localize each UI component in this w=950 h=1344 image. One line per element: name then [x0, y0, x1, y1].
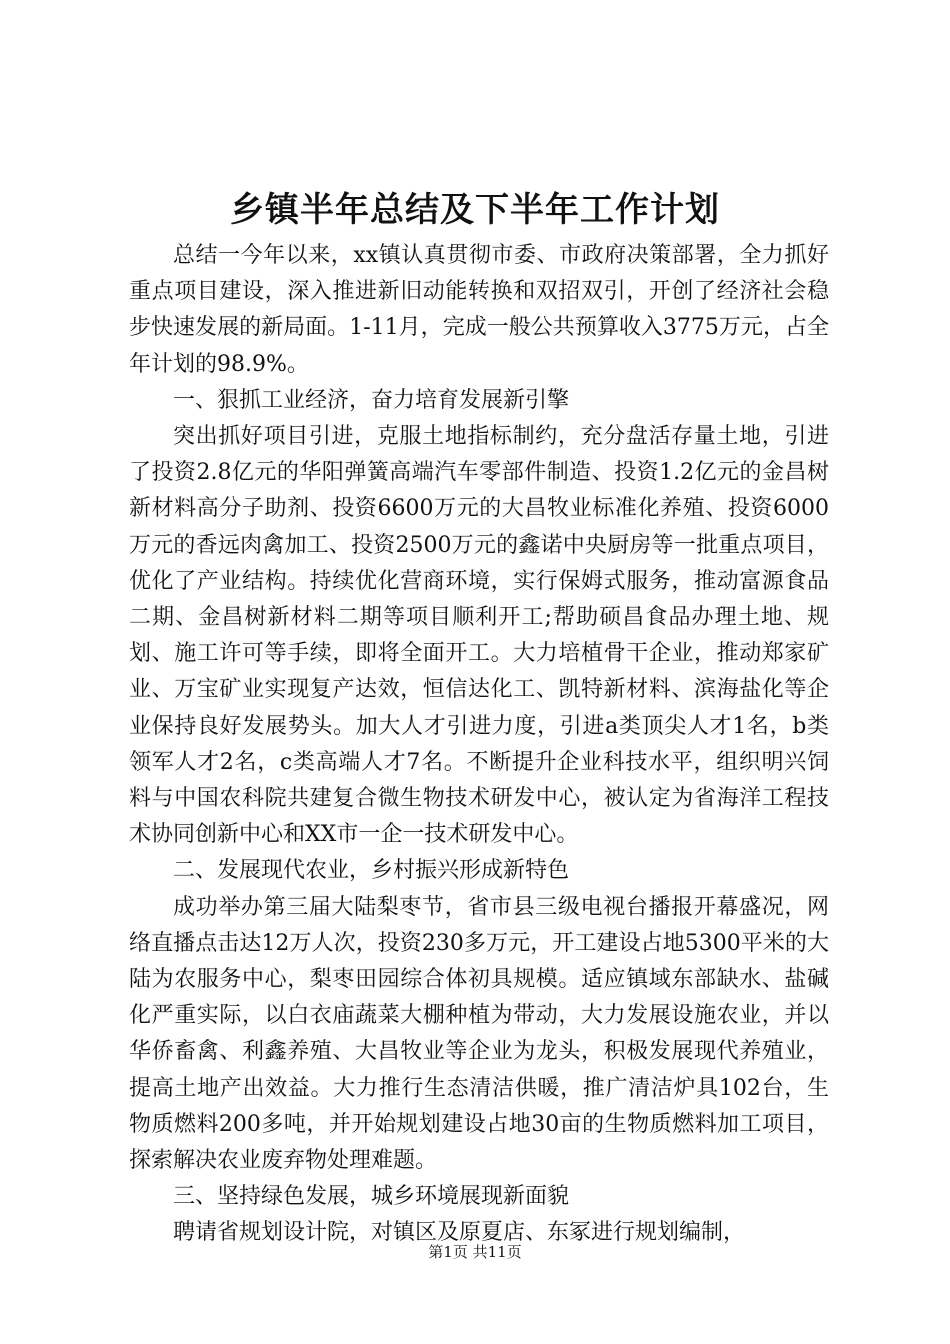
section-heading-industry: 一、狠抓工业经济，奋力培育发展新引擎: [173, 387, 570, 413]
section-heading-environment: 三、坚持绿色发展，城乡环境展现新面貌: [173, 1184, 570, 1210]
page-footer: 第1页 共11页: [428, 1243, 522, 1261]
paragraph-agriculture: 成功举办第三届大陆梨枣节，省市县三级电视台播报开幕盛况，网络直播点击达12万人次，投资230多万元，开工建设占地5300平米的大陆为农服务中心，梨枣田园综合体初具规模。适应镇域东部缺水、盐碱化严重实际，以白衣庙蔬菜大棚种植为带动，大力发展设施农业，并以华侨畜禽、利鑫养殖、大昌牧业等企业为龙头，积极发展现代养殖业，提高土地产出效益。大力推行生态清洁供暖，推广清洁炉具102台，生物质燃料200多吨，并开始规划建设占地30亩的生物质燃料加工项目，探索解决农业废弃物处理难题。: [129, 894, 829, 1174]
section-heading-agriculture: 二、发展现代农业，乡村振兴形成新特色: [173, 858, 570, 884]
paragraph-intro: 总结一今年以来，xx镇认真贯彻市委、市政府决策部署，全力抓好重点项目建设，深入推进新旧动能转换和双招双引，开创了经济社会稳步快速发展的新局面。1-11月，完成一般公共预算收入3775万元，占全年计划的98.9%。: [129, 243, 829, 377]
document-title: 乡镇半年总结及下半年工作计划: [230, 190, 720, 230]
paragraph-environment: 聘请省规划设计院，对镇区及原夏店、东冢进行规划编制，: [173, 1220, 746, 1246]
paragraph-industry: 突出抓好项目引进，克服土地指标制约，充分盘活存量土地，引进了投资2.8亿元的华阳弹簧高端汽车零部件制造、投资1.2亿元的金昌树新材料高分子助剂、投资6600万元的大昌牧业标准化养殖、投资6000万元的香远肉禽加工、投资2500万元的鑫诺中央厨房等一批重点项目，优化了产业结构。持续优化营商环境，实行保姆式服务，推动富源食品二期、金昌树新材料二期等项目顺利开工;帮助硕昌食品办理土地、规划、施工许可等手续，即将全面开工。大力培植骨干企业，推动郑家矿业、万宝矿业实现复产达效，恒信达化工、凯特新材料、滨海盐化等企业保持良好发展势头。加大人才引进力度，引进a类顶尖人才1名，b类领军人才2名，c类高端人才7名。不断提升企业科技水平，组织明兴饲料与中国农科院共建复合微生物技术研发中心，被认定为省海洋工程技术协同创新中心和XX市一企一技术研发中心。: [129, 424, 829, 848]
document-body: [129, 238, 829, 1252]
